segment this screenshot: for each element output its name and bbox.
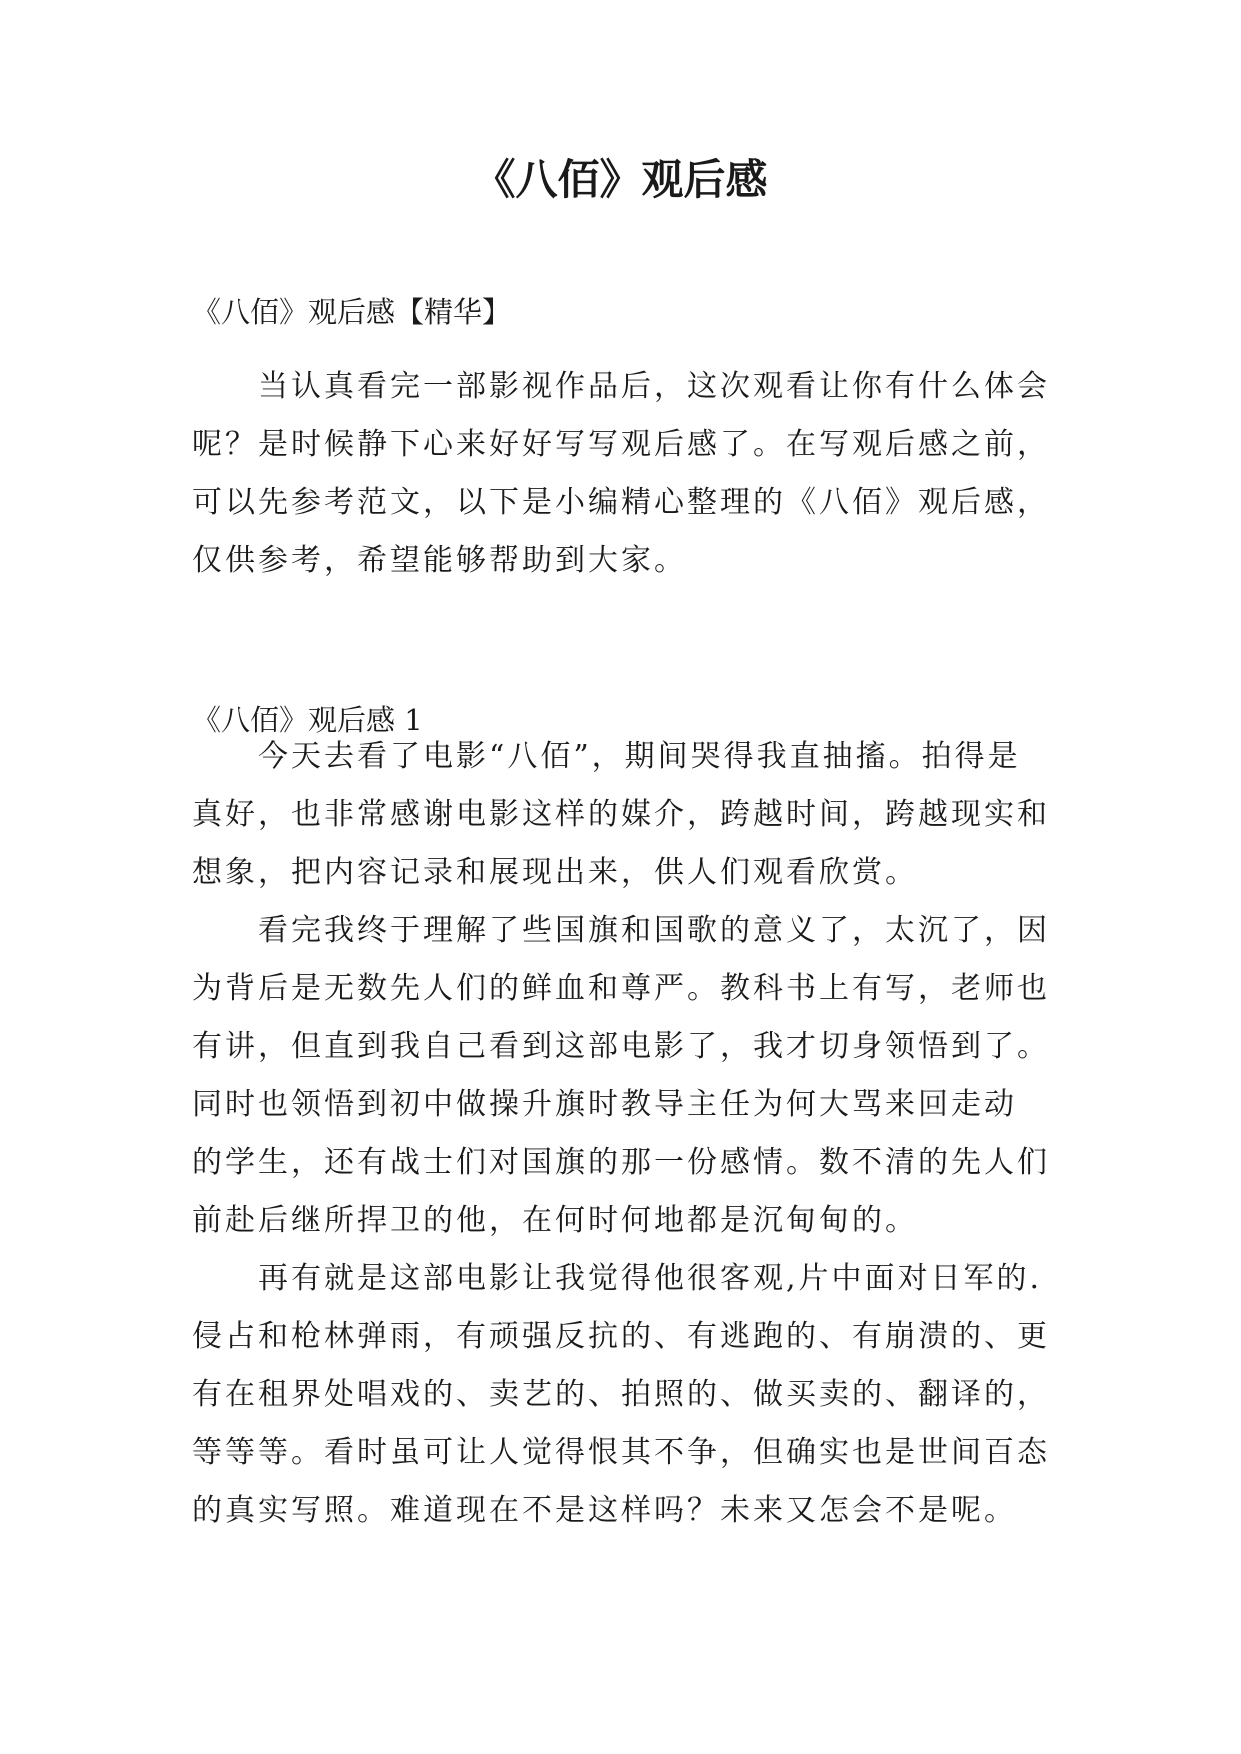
paragraph2-line: 同时也领悟到初中做操升旗时教导主任为何大骂来回走动 — [192, 1087, 1017, 1122]
paragraph2-line: 有讲，但直到我自己看到这部电影了，我才切身领悟到了。 — [192, 1029, 1050, 1064]
paragraph2-line: 的学生，还有战士们对国旗的那一份感情。数不清的先人们 — [192, 1145, 1050, 1180]
paragraph2-line: 为背后是无数先人们的鲜血和尊严。教科书上有写，老师也 — [192, 971, 1050, 1006]
intro-line: 仅供参考，希望能够帮助到大家。 — [192, 543, 687, 578]
document-subtitle: 《八佰》观后感【精华】 — [192, 295, 512, 329]
section-heading: 《八佰》观后感 1 — [192, 703, 423, 737]
paragraph1-line: 今天去看了电影“八佰”，期间哭得我直抽搐。拍得是 — [258, 739, 1021, 774]
body-paragraphs — [192, 670, 1072, 1540]
paragraph3-line: 侵占和枪林弹雨，有顽强反抗的、有逃跑的、有崩溃的、更 — [192, 1319, 1050, 1354]
paragraph2-line: 看完我终于理解了些国旗和国歌的意义了，太沉了，因 — [258, 913, 1050, 948]
paragraph3-line: 的真实写照。难道现在不是这样吗？未来又怎会不是呢。 — [192, 1493, 1017, 1528]
paragraph1-line: 真好，也非常感谢电影这样的媒介，跨越时间，跨越现实和 — [192, 797, 1050, 832]
document-title: 《八佰》观后感 — [473, 155, 768, 204]
paragraph3-line: 等等等。看时虽可让人觉得恨其不争，但确实也是世间百态 — [192, 1435, 1050, 1470]
intro-line: 当认真看完一部影视作品后，这次观看让你有什么体会 — [258, 369, 1050, 404]
paragraph1-line: 想象，把内容记录和展现出来，供人们观看欣赏。 — [192, 855, 918, 890]
paragraph2-line: 前赴后继所捍卫的他，在何时何地都是沉甸甸的。 — [192, 1203, 918, 1238]
paragraph3-line: 再有就是这部电影让我觉得他很客观,片中面对日军的. — [258, 1261, 1043, 1296]
intro-line: 呢？是时候静下心来好好写写观后感了。在写观后感之前， — [192, 427, 1050, 462]
intro-paragraph — [192, 358, 1072, 590]
paragraph3-line: 有在租界处唱戏的、卖艺的、拍照的、做买卖的、翻译的， — [192, 1377, 1050, 1412]
intro-line: 可以先参考范文，以下是小编精心整理的《八佰》观后感， — [192, 485, 1050, 520]
